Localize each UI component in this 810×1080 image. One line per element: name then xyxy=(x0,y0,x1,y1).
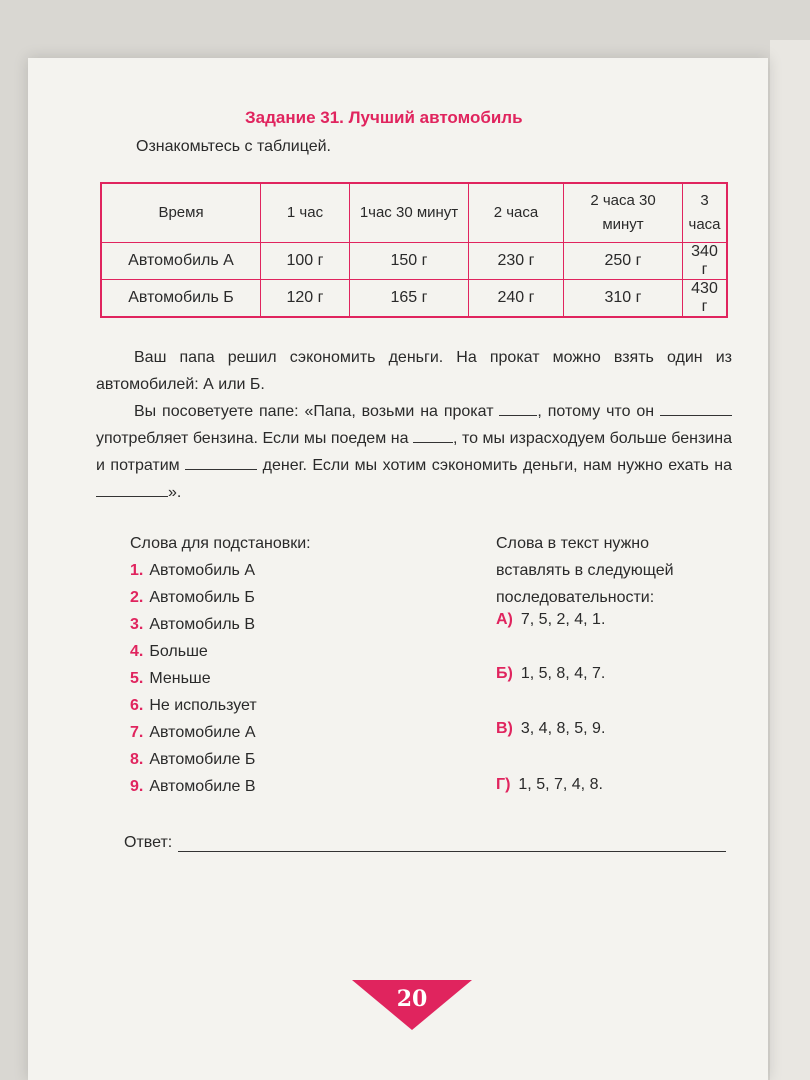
table-cell: 100 г xyxy=(261,243,350,280)
task-intro: Ознакомьтесь с таблицей. xyxy=(136,138,331,155)
option-b[interactable]: Б) 1, 5, 8, 4, 7. xyxy=(496,665,606,682)
row-label: Автомобиль Б xyxy=(101,280,261,318)
list-item: 4. Больше xyxy=(130,643,208,660)
header-cell: 1час 30 минут xyxy=(350,183,469,243)
next-page-edge xyxy=(770,40,810,1080)
list-item: 2. Автомобиль Б xyxy=(130,589,255,606)
blank-4 xyxy=(185,455,257,470)
table-cell: 430 г xyxy=(683,280,728,318)
table-row xyxy=(101,280,727,318)
blank-3 xyxy=(413,428,453,443)
paragraph-2: Вы посоветуете папе: «Папа, возьми на прокат , потому что он употребляет бензина. Если мы поедем на , то мы израсходуем больше бензина и потратим денег. Если мы хотим сэкономить деньги, нам нужно ехать на ». xyxy=(96,403,732,501)
table-row xyxy=(101,243,727,280)
table-cell: 310 г xyxy=(564,280,683,318)
option-c[interactable]: В) 3, 4, 8, 5, 9. xyxy=(496,720,606,737)
table-cell: 250 г xyxy=(564,243,683,280)
header-cell: Время xyxy=(101,183,261,243)
table-cell: 240 г xyxy=(469,280,564,318)
list-item: 8. Автомобиле Б xyxy=(130,751,256,768)
blank-5 xyxy=(96,482,168,497)
paragraph-1: Ваш папа решил сэкономить деньги. На прокат можно взять один из автомобилей: А или Б. xyxy=(96,349,732,393)
header-cell: 2 часа 30 минут xyxy=(564,183,683,243)
word-list-heading: Слова для подстановки: xyxy=(130,535,311,552)
word-list xyxy=(130,530,311,800)
blank-2 xyxy=(660,401,732,416)
header-cell: 1 час xyxy=(261,183,350,243)
answer-field[interactable] xyxy=(124,833,726,852)
sequence-heading: Слова в текст нужно вставлять в следующей последовательности: xyxy=(496,535,674,606)
answer-line[interactable] xyxy=(178,833,726,852)
table-cell: 150 г xyxy=(350,243,469,280)
header-cell: 3 часа xyxy=(683,183,728,243)
table-cell: 165 г xyxy=(350,280,469,318)
answer-label: Ответ: xyxy=(124,834,173,851)
table-header-row xyxy=(101,183,727,243)
option-d[interactable]: Г) 1, 5, 7, 4, 8. xyxy=(496,776,603,793)
table-cell: 120 г xyxy=(261,280,350,318)
fuel-table xyxy=(100,182,728,318)
table-cell: 230 г xyxy=(469,243,564,280)
table-cell: 340 г xyxy=(683,243,728,280)
list-item: 6. Не использует xyxy=(130,697,257,714)
list-item: 9. Автомобиле В xyxy=(130,778,256,795)
list-item: 3. Автомобиль В xyxy=(130,616,255,633)
task-title: Задание 31. Лучший автомобиль xyxy=(245,108,523,127)
list-item: 5. Меньше xyxy=(130,670,211,687)
row-label: Автомобиль А xyxy=(101,243,261,280)
list-item: 1. Автомобиль А xyxy=(130,562,255,579)
blank-1 xyxy=(499,401,537,416)
header-cell: 2 часа xyxy=(469,183,564,243)
option-a[interactable]: А) 7, 5, 2, 4, 1. xyxy=(496,611,606,628)
page-number: 20 xyxy=(396,986,428,1012)
page-number-badge xyxy=(352,978,472,1030)
list-item: 7. Автомобиле А xyxy=(130,724,256,741)
sequence-options xyxy=(496,530,674,793)
